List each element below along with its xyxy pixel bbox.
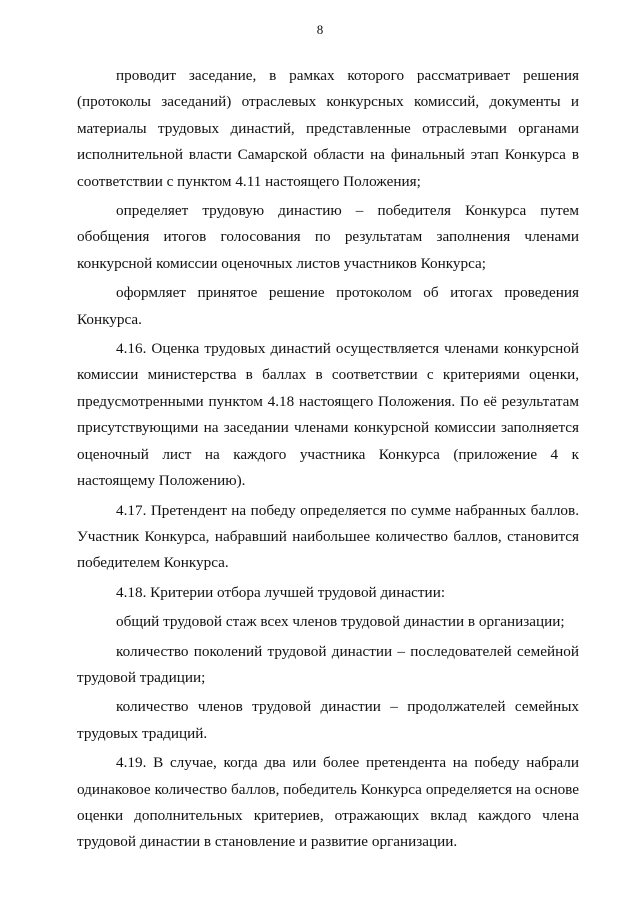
page-number: 8	[316, 22, 324, 37]
paragraph-4-18: 4.18. Критерии отбора лучшей трудовой династии:	[116, 583, 446, 601]
criterion-total-experience: общий трудовой стаж всех членов трудовой династии в организации;	[116, 613, 565, 631]
criterion-generations: количество поколений трудовой династии – последователей семейной трудовой традиции;	[77, 642, 579, 686]
paragraph-conducts-meeting: проводит заседание, в рамках которого рассматривает решения (протоколы заседаний) отраслевых конкурсных комиссий, документы и материалы трудовых династий, представленные отраслевыми органами исполнительной власти Самарской области на финальный этап Конкурса в соответствии с пунктом 4.11 настоящего Положения;	[77, 67, 579, 190]
document-body	[77, 63, 579, 859]
paragraph-4-19: 4.19. В случае, когда два или более претендента на победу набрали одинаковое количество баллов, победитель Конкурса определяется на основе оценки дополнительных критериев, отражающих вклад каждого члена трудовой династии в становление и развитие организации.	[77, 754, 579, 851]
paragraph-4-16: 4.16. Оценка трудовых династий осуществляется членами конкурсной комиссии министерства в баллах в соответствии с критериями оценки, предусмотренными пунктом 4.18 настоящего Положения. По её результатам присутствующими на заседании членами конкурсной комиссии заполняется оценочный лист на каждого участника Конкурса (приложение 4 к настоящему Положению).	[77, 340, 579, 490]
criterion-members: количество членов трудовой династии – продолжателей семейных трудовых традиций.	[77, 698, 579, 742]
paragraph-4-17: 4.17. Претендент на победу определяется по сумме набранных баллов. Участник Конкурса, набравший наибольшее количество баллов, становится победителем Конкурса.	[77, 501, 579, 572]
paragraph-protocol: оформляет принятое решение протоколом об итогах проведения Конкурса.	[77, 284, 579, 328]
paragraph-determines-winner: определяет трудовую династию – победителя Конкурса путем обобщения итогов голосования по результатам заполнения членами конкурсной комиссии оценочных листов участников Конкурса;	[77, 202, 579, 272]
